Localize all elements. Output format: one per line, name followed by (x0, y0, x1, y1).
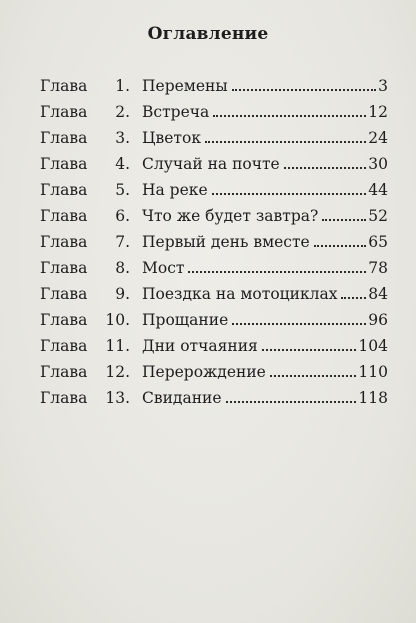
dot-leader (213, 115, 366, 117)
chapter-number: 4. (115, 154, 130, 173)
page-number: 104 (358, 336, 388, 355)
toc-entry (40, 356, 388, 380)
chapter-title: Мост (142, 258, 185, 277)
chapter-title: Свидание (142, 388, 222, 407)
page-number: 30 (368, 154, 388, 173)
toc-entry (40, 278, 388, 302)
page-number: 65 (368, 232, 388, 251)
chapter-word: Глава (40, 362, 88, 381)
chapter-title: Перемены (142, 76, 228, 95)
page-number: 52 (368, 206, 388, 225)
chapter-title: Встреча (142, 102, 210, 121)
chapter-number: 3. (115, 128, 130, 147)
dot-leader (262, 349, 357, 351)
dot-leader (341, 297, 366, 299)
chapter-number: 9. (115, 284, 130, 303)
page-number: 44 (368, 180, 388, 199)
chapter-title: Дни отчаяния (142, 336, 258, 355)
toc-entry (40, 70, 388, 94)
chapter-number: 1. (115, 76, 130, 95)
toc-entry (40, 304, 388, 328)
chapter-word: Глава (40, 76, 88, 95)
page-number: 12 (368, 102, 388, 121)
dot-leader (314, 245, 367, 247)
chapter-title: На реке (142, 180, 208, 199)
toc-entry (40, 200, 388, 224)
chapter-number: 2. (115, 102, 130, 121)
chapter-word: Глава (40, 310, 88, 329)
chapter-number: 7. (115, 232, 130, 251)
page-number: 78 (368, 258, 388, 277)
chapter-word: Глава (40, 232, 88, 251)
chapter-word: Глава (40, 102, 88, 121)
toc-entry (40, 382, 388, 406)
chapter-word: Глава (40, 336, 88, 355)
page-number: 118 (358, 388, 388, 407)
toc-entry (40, 174, 388, 198)
dot-leader (284, 167, 367, 169)
chapter-number: 12. (105, 362, 130, 381)
chapter-title: Цветок (142, 128, 202, 147)
page-number: 3 (378, 76, 388, 95)
chapter-number: 8. (115, 258, 130, 277)
chapter-title: Случай на почте (142, 154, 280, 173)
chapter-word: Глава (40, 128, 88, 147)
dot-leader (226, 401, 357, 403)
chapter-title: Перерождение (142, 362, 266, 381)
chapter-number: 10. (105, 310, 130, 329)
chapter-number: 6. (115, 206, 130, 225)
chapter-word: Глава (40, 154, 88, 173)
chapter-title: Что же будет завтра? (142, 206, 319, 225)
page-number: 24 (368, 128, 388, 147)
chapter-word: Глава (40, 388, 88, 407)
toc-entry (40, 330, 388, 354)
toc-entry (40, 252, 388, 276)
toc-entry (40, 226, 388, 250)
chapter-word: Глава (40, 206, 88, 225)
chapter-word: Глава (40, 180, 88, 199)
chapter-word: Глава (40, 284, 88, 303)
toc-entry (40, 96, 388, 120)
chapter-title: Первый день вместе (142, 232, 310, 251)
toc-entry (40, 122, 388, 146)
dot-leader (322, 219, 366, 221)
page-number: 110 (358, 362, 388, 381)
chapter-number: 5. (115, 180, 130, 199)
page-number: 96 (368, 310, 388, 329)
chapter-title: Прощание (142, 310, 229, 329)
dot-leader (270, 375, 357, 377)
dot-leader (205, 141, 366, 143)
dot-leader (188, 271, 366, 273)
page-number: 84 (368, 284, 388, 303)
dot-leader (232, 323, 366, 325)
chapter-title: Поездка на мотоциклах (142, 284, 338, 303)
chapter-word: Глава (40, 258, 88, 277)
dot-leader (232, 89, 376, 91)
chapter-number: 13. (105, 388, 130, 407)
page-title: Оглавление (147, 24, 269, 44)
dot-leader (212, 193, 367, 195)
toc-entry (40, 148, 388, 172)
chapter-number: 11. (105, 336, 130, 355)
